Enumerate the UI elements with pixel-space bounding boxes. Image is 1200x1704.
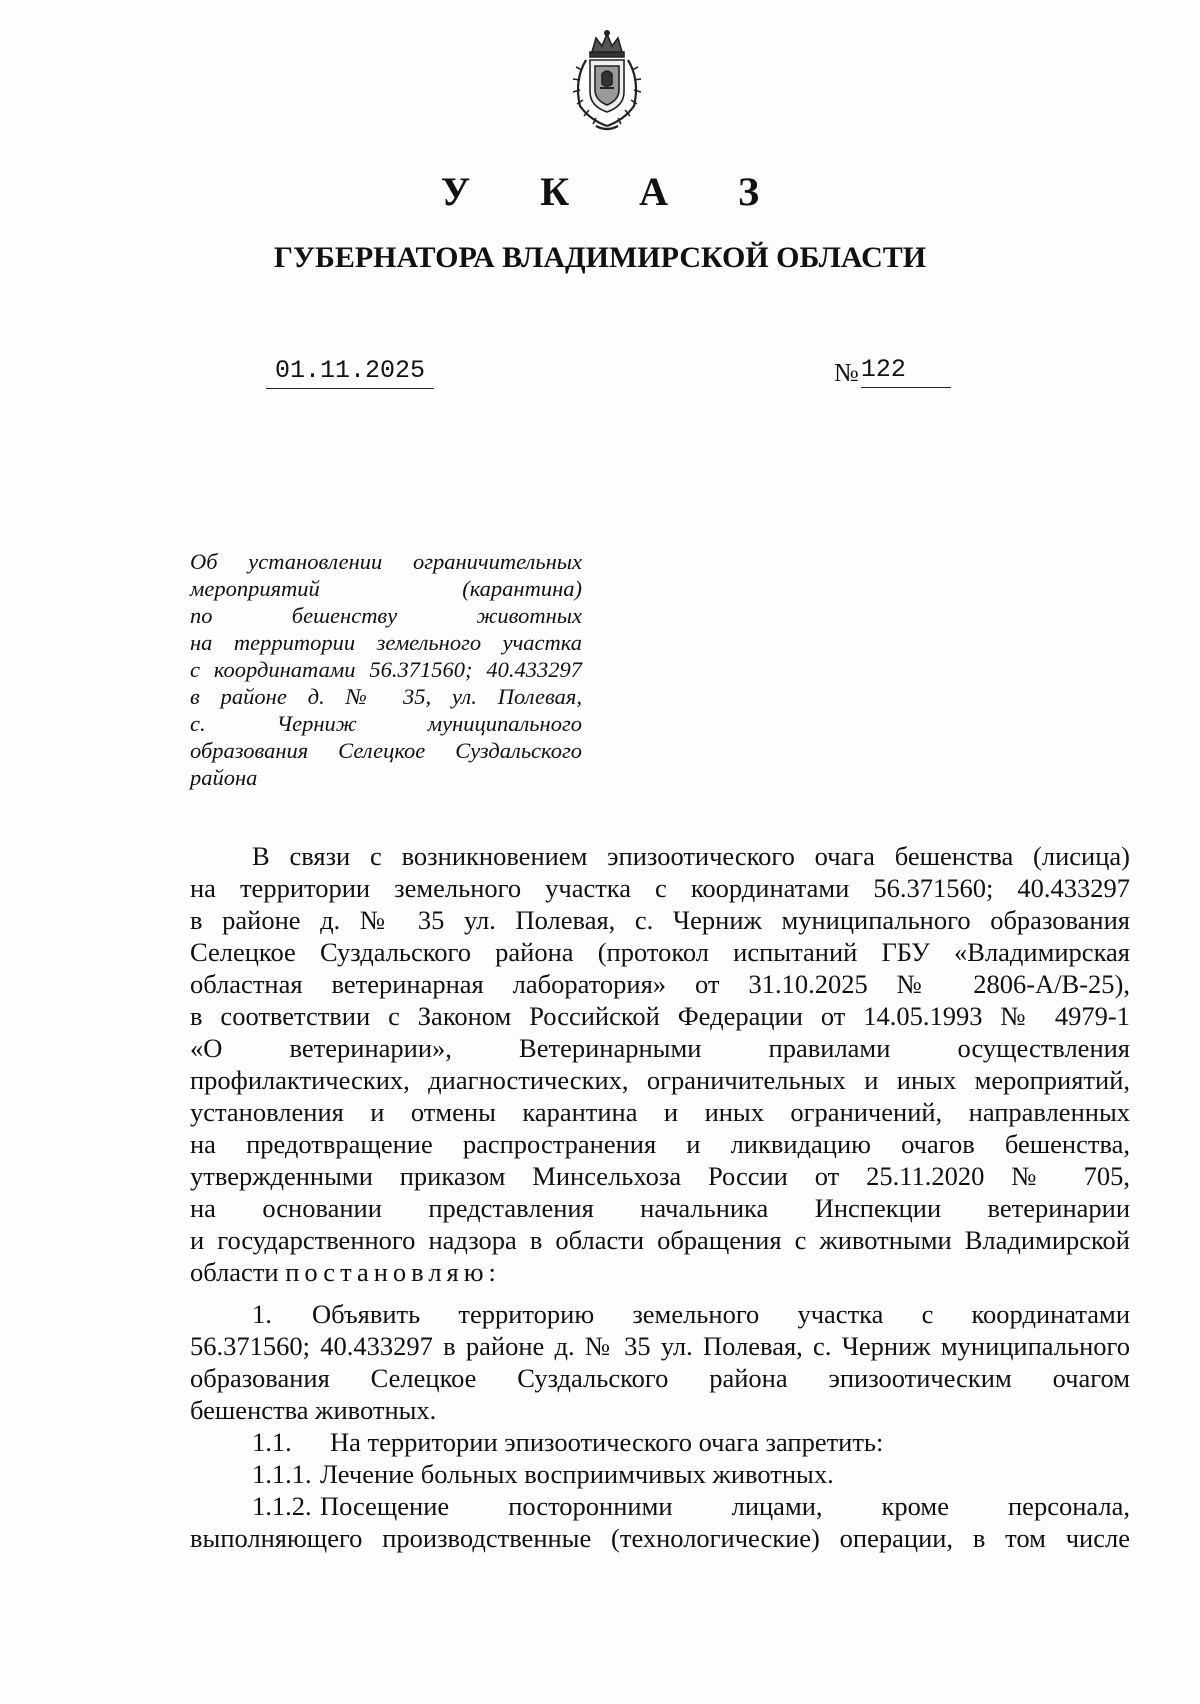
preamble-closing-line	[190, 1256, 1130, 1288]
item-1-line: 56.371560; 40.433297 в районе д. № 35 ул. Полевая, с. Черниж муниципального	[190, 1331, 1130, 1361]
item-1-line: бешенства животных.	[190, 1395, 437, 1425]
preamble-line: «О ветеринарии», Ветеринарными правилами осуществления	[190, 1033, 1130, 1063]
item-1-label: 1.	[252, 1299, 272, 1329]
coat-of-arms-icon	[562, 30, 652, 134]
preamble-line: на основании представления начальника Инспекции ветеринарии	[190, 1193, 1130, 1223]
item-1-1-2-label: 1.1.2.	[252, 1491, 312, 1521]
subject-line: мероприятий (карантина)	[190, 576, 582, 601]
item-1-1-1-text: Лечение больных восприимчивых животных.	[320, 1459, 834, 1489]
preamble-line: на предотвращение распространения и ликвидацию очагов бешенства,	[190, 1129, 1130, 1159]
decree-subject	[190, 548, 582, 791]
subject-line: с. Черниж муниципального	[190, 711, 582, 736]
preamble-line: установления и отмены карантина и иных ограничений, направленных	[190, 1097, 1130, 1127]
subject-line: с координатами 56.371560; 40.433297	[190, 657, 582, 682]
item-1-first-line	[190, 1298, 1130, 1330]
subject-line: Об установлении ограничительных	[190, 549, 582, 574]
item-1-line: образования Селецкое Суздальского района эпизоотическим очагом	[190, 1363, 1130, 1393]
decree-body	[190, 840, 1130, 1554]
decree-word: постановляю	[285, 1257, 489, 1287]
preamble-line: и государственного надзора в области обращения с животными Владимирской	[190, 1225, 1130, 1255]
subject-line: образования Селецкое Суздальского	[190, 738, 582, 763]
preamble-line: на территории земельного участка с координатами 56.371560; 40.433297	[190, 873, 1130, 903]
item-1-text: Объявить территорию земельного участка с координатами	[312, 1299, 1130, 1329]
item-1-1	[190, 1426, 1130, 1458]
subject-line: по бешенству животных	[190, 603, 582, 628]
item-1-1-1-label: 1.1.1.	[252, 1459, 312, 1489]
preamble-line: профилактических, диагностических, ограничительных и иных мероприятий,	[190, 1065, 1130, 1095]
item-1-1-2-first-line	[190, 1490, 1130, 1522]
subject-line: района	[190, 765, 258, 790]
subject-line: на территории земельного участка	[190, 630, 582, 655]
subject-line: в районе д. № 35, ул. Полевая,	[190, 684, 582, 709]
preamble-line: В связи с возникновением эпизоотического очага бешенства (лисица)	[252, 841, 1130, 871]
preamble-line: в районе д. № 35 ул. Полевая, с. Черниж муниципального образования	[190, 905, 1130, 935]
preamble-line: утвержденными приказом Минсельхоза России от 25.11.2020 № 705,	[190, 1161, 1130, 1191]
item-1-1-2-text: Посещение посторонними лицами, кроме персонала,	[320, 1491, 1130, 1521]
item-1-1-label: 1.1.	[252, 1427, 292, 1457]
preamble-line: областная ветеринарная лаборатория» от 31.10.2025 № 2806-А/В-25),	[190, 969, 1130, 999]
item-1-1-text: На территории эпизоотического очага запретить:	[330, 1427, 884, 1457]
item-1-1-2-line: выполняющего производственные (технологические) операции, в том числе	[190, 1523, 1130, 1553]
decree-number: 122	[861, 355, 951, 388]
preamble-line: в соответствии с Законом Российской Федерации от 14.05.1993 № 4979-1	[190, 1001, 1130, 1031]
decree-date: 01.11.2025	[266, 356, 434, 389]
item-1-1-1	[190, 1458, 1130, 1490]
decree-number-block	[834, 356, 951, 388]
number-sign: №	[834, 358, 859, 387]
preamble-prefix: области	[190, 1257, 286, 1287]
preamble-suffix: :	[488, 1257, 496, 1287]
document-title: У К А З	[440, 169, 790, 214]
document-subtitle: ГУБЕРНАТОРА ВЛАДИМИРСКОЙ ОБЛАСТИ	[273, 241, 927, 274]
preamble-line: Селецкое Суздальского района (протокол испытаний ГБУ «Владимирская	[190, 937, 1130, 967]
